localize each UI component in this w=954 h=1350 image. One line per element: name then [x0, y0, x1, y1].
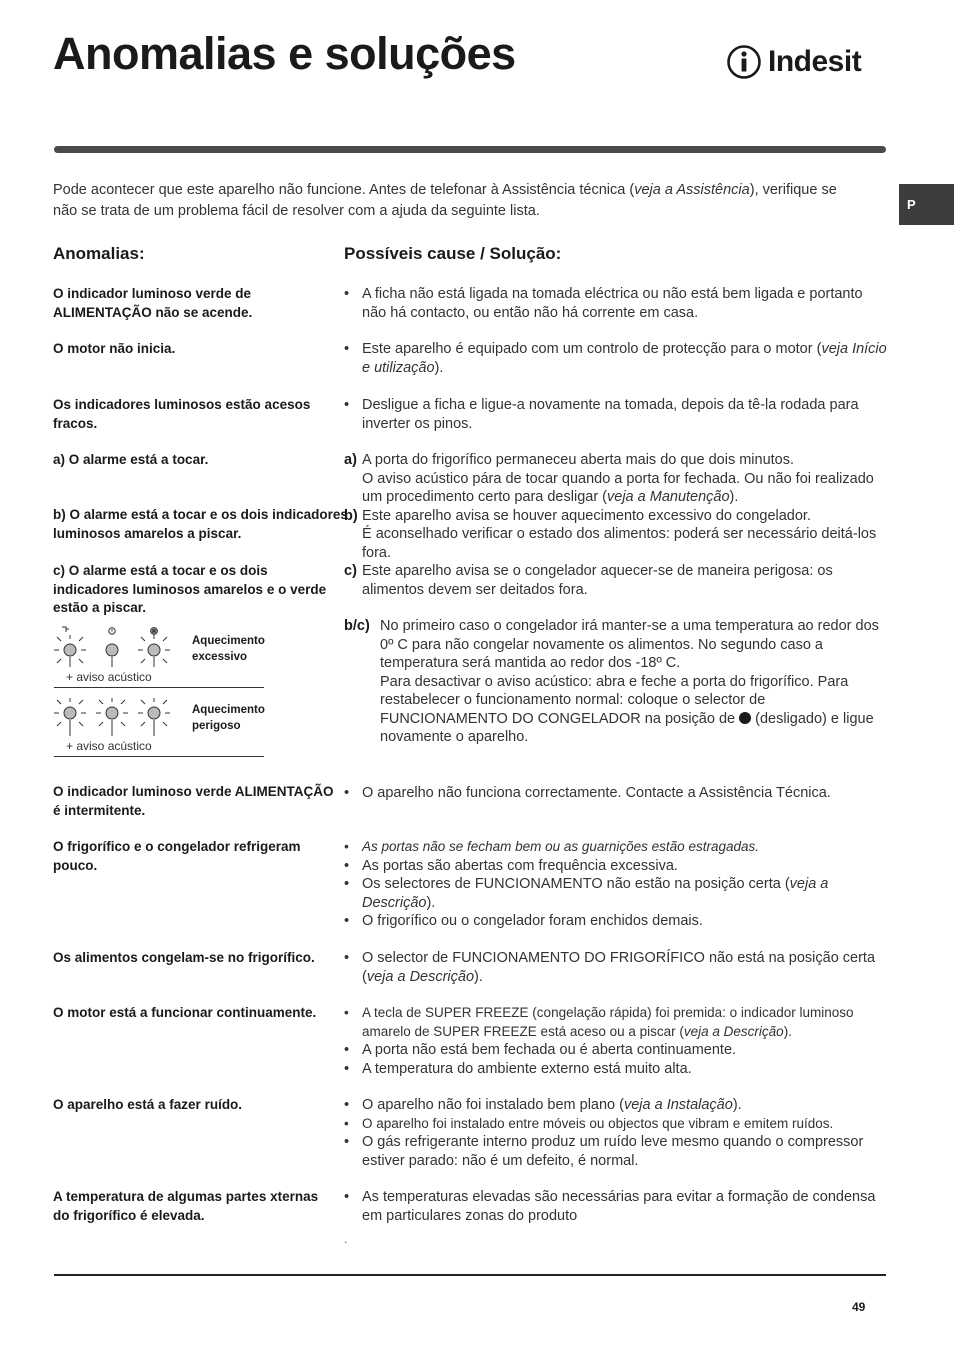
solutions-heading: Possíveis cause / Solução:	[344, 244, 562, 263]
solution-bullet: • O gás refrigerante interno produz um ruído leve mesmo quando o compressor estiver parado: não é um defeito, é normal.	[344, 1133, 889, 1170]
anomaly-item: O motor não inicia.	[53, 341, 176, 356]
solution-labeled-item: a) A porta do frigorífico permaneceu aberta mais do que dois minutos. O aviso acústico pára de tocar quando a porta for fechada. Ou não foi realizado um procedimento certo para desligar (veja a Manutenção).	[344, 452, 874, 505]
solution-bullet: • A ficha não está ligada na tomada eléctrica ou não está bem ligada e portanto não há contacto, ou então não há corrente em casa.	[344, 285, 889, 322]
solution-bullet: • O aparelho não funciona correctamente. Contacte a Assistência Técnica.	[344, 784, 889, 803]
solution-labeled-item: c) Este aparelho avisa se o congelador aquecer-se de maneira perigosa: os alimentos devem ser deitados fora.	[344, 563, 833, 598]
solution-block	[344, 285, 889, 322]
intro-paragraph: Pode acontecer que este aparelho não funcione. Antes de telefonar à Assistência técnica (veja a Assistência), verifique se não se trata de um problema fácil de resolver com a ajuda da seguinte lista.	[53, 182, 837, 219]
solution-bullet: • As temperaturas elevadas são necessárias para evitar a formação de condensa em particulares zonas do produto	[344, 1188, 889, 1225]
anomaly-item: Os alimentos congelam-se no frigorífico.	[53, 950, 315, 965]
trailing-dot: .	[344, 1232, 348, 1246]
page-title: Anomalias e soluções	[53, 28, 516, 79]
anomaly-item: O motor está a funcionar continuamente.	[53, 1005, 317, 1020]
diagram-label: Aquecimento excessivo	[192, 635, 265, 663]
solution-bullet: • Os selectores de FUNCIONAMENTO não estão na posição certa (veja a Descrição).	[344, 875, 889, 912]
anomaly-item: c) O alarme está a tocar e os dois indicadores luminosos amarelos e o verde estão a piscar.	[53, 563, 327, 615]
solution-block	[344, 617, 889, 747]
solution-bullet: • Desligue a ficha e ligue-a novamente na tomada, depois da tê-la rodada para inverter os pinos.	[344, 396, 889, 433]
indicator-diagram-dangerous	[54, 693, 264, 757]
solution-bullet: • A temperatura do ambiente externo está muito alta.	[344, 1060, 889, 1079]
solution-block	[344, 1004, 889, 1078]
anomaly-item: Os indicadores luminosos estão acesos fracos.	[53, 397, 311, 431]
divider	[54, 687, 264, 688]
solution-bullet: • O aparelho não foi instalado bem plano (veja a Instalação).	[344, 1096, 889, 1115]
indicator-lights-icon	[54, 693, 184, 741]
solution-bullet: • As portas são abertas com frequência excessiva.	[344, 857, 889, 876]
anomaly-item: O frigorífico e o congelador refrigeram pouco.	[53, 839, 301, 873]
diagram-note: + aviso acústico	[66, 739, 152, 753]
solution-block	[344, 838, 889, 931]
brand-logo	[726, 44, 861, 80]
anomaly-item: b) O alarme está a tocar e os dois indicadores luminosos amarelos a piscar.	[53, 507, 348, 541]
solution-block	[344, 451, 889, 599]
page-number: 49	[852, 1300, 866, 1314]
indicator-diagram-excessive	[54, 624, 264, 688]
solution-labeled-item: b) Este aparelho avisa se houver aquecimento excessivo do congelador. É aconselhado verificar o estado dos alimentos: poderá ser necessário deitá-los fora.	[344, 507, 877, 561]
indesit-i-logo-icon	[726, 44, 762, 80]
anomaly-item: O indicador luminoso verde ALIMENTAÇÃO é intermitente.	[53, 784, 334, 818]
anomalies-heading: Anomalias:	[53, 244, 145, 263]
solution-bullet: • O aparelho foi instalado entre móveis ou objectos que vibram e emitem ruídos.	[344, 1115, 889, 1134]
divider	[54, 756, 264, 757]
solution-bullet: • A porta não está bem fechada ou é aberta continuamente.	[344, 1041, 889, 1060]
solution-block	[344, 949, 889, 986]
solution-labeled-item: b/c) No primeiro caso o congelador irá manter-se a uma temperatura ao redor dos 0º C para não congelar novamente os alimentos. No segundo caso a temperatura será mantida ao redor dos -18º C. Para desactivar o aviso acústico: abra e feche a porta do frigorífico. Para restabelecer o funcionamento normal: coloque o selector de FUNCIONAMENTO DO CONGELADOR na posição de (desligado) e ligue novamente o aparelho.	[344, 618, 879, 745]
diagram-note: + aviso acústico	[66, 670, 152, 684]
solution-bullet: • As portas não se fecham bem ou as guarnições estão estragadas.	[344, 838, 889, 857]
anomaly-item: O indicador luminoso verde de ALIMENTAÇÃO não se acende.	[53, 286, 253, 320]
footer-rule	[54, 1274, 886, 1276]
off-position-icon	[739, 712, 751, 724]
solution-bullet: • Este aparelho é equipado com um controlo de protecção para o motor (veja Início e utilização).	[344, 340, 889, 377]
anomaly-item: A temperatura de algumas partes xternas do frigorífico é elevada.	[53, 1189, 319, 1223]
brand-name: Indesit	[768, 45, 862, 78]
solution-bullet: • A tecla de SUPER FREEZE (congelação rápida) foi premida: o indicador luminoso amarelo de SUPER FREEZE está aceso ou a piscar (veja a Descrição).	[344, 1004, 889, 1041]
anomaly-item: O aparelho está a fazer ruído.	[53, 1097, 243, 1112]
solution-block	[344, 784, 889, 803]
solution-block	[344, 396, 889, 433]
language-tab: P	[899, 184, 954, 225]
solution-block	[344, 1096, 889, 1170]
indicator-lights-icon	[54, 624, 184, 672]
solution-bullet: • O frigorífico ou o congelador foram enchidos demais.	[344, 912, 889, 931]
anomaly-item: a) O alarme está a tocar.	[53, 452, 209, 467]
solution-block	[344, 340, 889, 377]
diagram-label: Aquecimento perigoso	[192, 704, 265, 732]
header-rule	[54, 146, 886, 153]
solution-bullet: • O selector de FUNCIONAMENTO DO FRIGORÍFICO não está na posição certa (veja a Descrição).	[344, 949, 889, 986]
solution-block	[344, 1188, 889, 1225]
